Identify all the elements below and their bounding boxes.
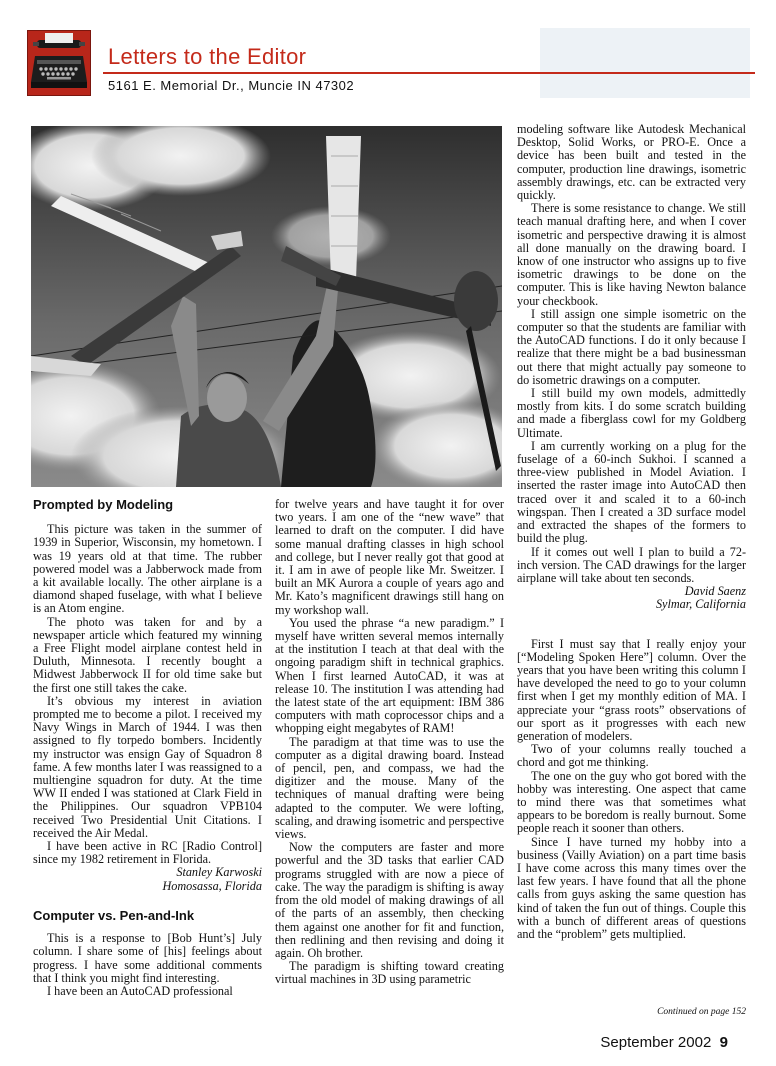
continued-on-page-note: Continued on page 152 bbox=[657, 1007, 746, 1017]
letter-heading-prompted-by-modeling: Prompted by Modeling bbox=[33, 497, 174, 512]
letter1-paragraph: This picture was taken in the summer of 1939 in Superior, Wisconsin, my hometown. I was 19 years old at that time. The rubber powered model was a Jabberwock made from a kit available locally. The other airplane is a diamond shaped fuselage, with what I believe is an Atom engine. bbox=[33, 522, 262, 616]
letter2-paragraph: for twelve years and have taught it for over two years. I am one of the “new wave” that learned to draft on the computer. I did have some manual drafting classes in high school and college, but I never really got that good at it. I am in awe of people like Mr. Sweitzer. I built an MK Aurora a couple of years ago and Mr. Kato’s magnificent drawings still hang on my workshop wall. bbox=[275, 497, 504, 617]
letter3-paragraph: Since I have turned my hobby into a business (Vailly Aviation) on a part time basis I have come across this many times over the last few years. I have found that all the phone calls from guys asking the same question has kind of taken the fun out of things. Couple this with a bunch of different areas of questions and the “problem” gets multiplied. bbox=[517, 834, 746, 941]
letter-heading-computer-vs-pen-and-ink: Computer vs. Pen-and-Ink bbox=[33, 907, 195, 923]
letter2-signature-name: David Saenz bbox=[684, 584, 746, 599]
column-right bbox=[517, 123, 746, 941]
letter2-paragraph: The paradigm is shifting toward creating virtual machines in 3D using parametric bbox=[275, 959, 504, 987]
page-footer bbox=[600, 1034, 728, 1051]
letter2-paragraph: I still build my own models, admittedly mostly from kits. I do some scratch building and made a fiberglass cowl for my Goldberg Ultimate. bbox=[517, 386, 746, 440]
vintage-photo-man-holding-model-airplanes bbox=[31, 126, 502, 487]
letter1-paragraph: I have been active in RC [Radio Control] since my 1982 retirement in Florida. bbox=[33, 839, 262, 867]
letter2-paragraph: I have been an AutoCAD professional bbox=[47, 983, 233, 998]
page-title: Letters to the Editor bbox=[108, 44, 307, 69]
letter2-paragraph: modeling software like Autodesk Mechanical Desktop, Solid Works, or PRO-E. Once a device has been built and tested in the computer, production line drawings, isometric assembly drawings, etc. can be extracted very quickly. bbox=[517, 122, 746, 203]
page-number: 9 bbox=[719, 1034, 728, 1051]
letter2-paragraph: The paradigm at that time was to use the computer as a digital drawing board. Instead of pencil, pen, and compass, we had the digitizer and the mouse. Many of the techniques of manual drafting were being adapted to the computer. We were lofting, scaling, and drawing isometric and perspective views. bbox=[275, 734, 504, 842]
letter2-paragraph: I still assign one simple isometric on the computer so that the students are familiar with the AutoCAD functions. I do it only because I realize that there might be a bad businessman out there that might actually pay someone to do isometric drawings on a computer. bbox=[517, 306, 746, 387]
letter2-paragraph: This is a response to [Bob Hunt’s] July column. I share some of [his] feelings about progress. I have some additional comments that I think you might find interesting. bbox=[33, 931, 262, 985]
letter3-paragraph: The one on the guy who got bored with the hobby was interesting. One aspect that came to mind there was that sometimes what appears to be boredom is really burnout. Some people reach it sooner than others. bbox=[517, 768, 746, 836]
page-header bbox=[0, 0, 776, 110]
issue-date: September 2002 bbox=[600, 1034, 712, 1051]
letter2-paragraph: Now the computers are faster and more powerful and the 3D tasks that earlier CAD programs struggled with are now a piece of cake. The way the paradigm is shifting is away from the old model of making drawings of all of the parts of an assembly, then checking them against one another for fit and function, then redlining and then revising and doing it again. Oh brother. bbox=[275, 840, 504, 960]
typewriter-icon bbox=[27, 30, 91, 96]
letter2-signature-place: Sylmar, California bbox=[655, 597, 746, 612]
title-divider bbox=[103, 72, 755, 74]
letter2-paragraph: You used the phrase “a new paradigm.” I myself have written several memos internally at the institution I teach at that deal with the ongoing paradigm shift in technical graphics. When I first learned AutoCAD, it was at release 10. The institution I was attending had the latest state of the art equipment: IBM 386 computers with math coprocessor chips and a whopping eight megabytes of RAM! bbox=[275, 615, 504, 736]
letter2-paragraph: If it comes out well I plan to build a 72-inch version. The CAD drawings for the larger airplane will take about ten seconds. bbox=[517, 544, 746, 585]
bleed-through-header-shadow bbox=[540, 28, 750, 98]
letter1-paragraph: The photo was taken for and by a newspaper article which featured my winning a Free Flight model airplane contest held in Duluth, Minnesota. I recently bought a Midwest Jabberwock II for old time sake but the first one still takes the cake. bbox=[33, 614, 262, 695]
editor-address: 5161 E. Memorial Dr., Muncie IN 47302 bbox=[108, 78, 355, 93]
letter2-paragraph: There is some resistance to change. We still teach manual drafting here, and when I cover isometric and perspective drawing it is almost all done manually on the drawing board. I know of one instructor who assigns up to five isometric drawings to be done on the computer. This is like having Newton balance your checkbook. bbox=[517, 201, 746, 308]
letter2-paragraph: I am currently working on a plug for the fuselage of a 60-inch Sukhoi. I scanned a three-view published in Model Aviation. I inserted the raster image into AutoCAD then traced over it and scaled it to a 60-inch wingspan. Then I created a 3D surface model and extracted the shapes of the formers to build the plug. bbox=[517, 438, 746, 546]
letter1-signature-place: Homosassa, Florida bbox=[162, 878, 262, 893]
letter1-signature-name: Stanley Karwoski bbox=[176, 865, 262, 880]
column-left bbox=[33, 498, 262, 998]
letter1-paragraph: It’s obvious my interest in aviation prompted me to become a pilot. I received my Navy Wings in March of 1944. I was then assigned to fly torpedo bombers. Incidently my instructor was ensign Gay of Squadron 8 fame. A few months later I was reassigned to a multiengine squadron for duty. At the time WW II ended I was stationed at Clark Field in the Philippines. Our squadron VPB104 received Two Presidential Unit Citations. I received the Air Medal. bbox=[33, 693, 262, 840]
letter3-paragraph: First I must say that I really enjoy your [“Modeling Spoken Here”] column. Over the years that you have been writing this column I have developed the need to go to your column first when I get my monthly edition of MA. I appreciate your “grass roots” observations of our sport as it progresses with each new generation of modelers. bbox=[517, 636, 746, 743]
column-middle bbox=[275, 498, 504, 987]
letter3-paragraph: Two of your columns really touched a chord and got me thinking. bbox=[517, 742, 746, 770]
